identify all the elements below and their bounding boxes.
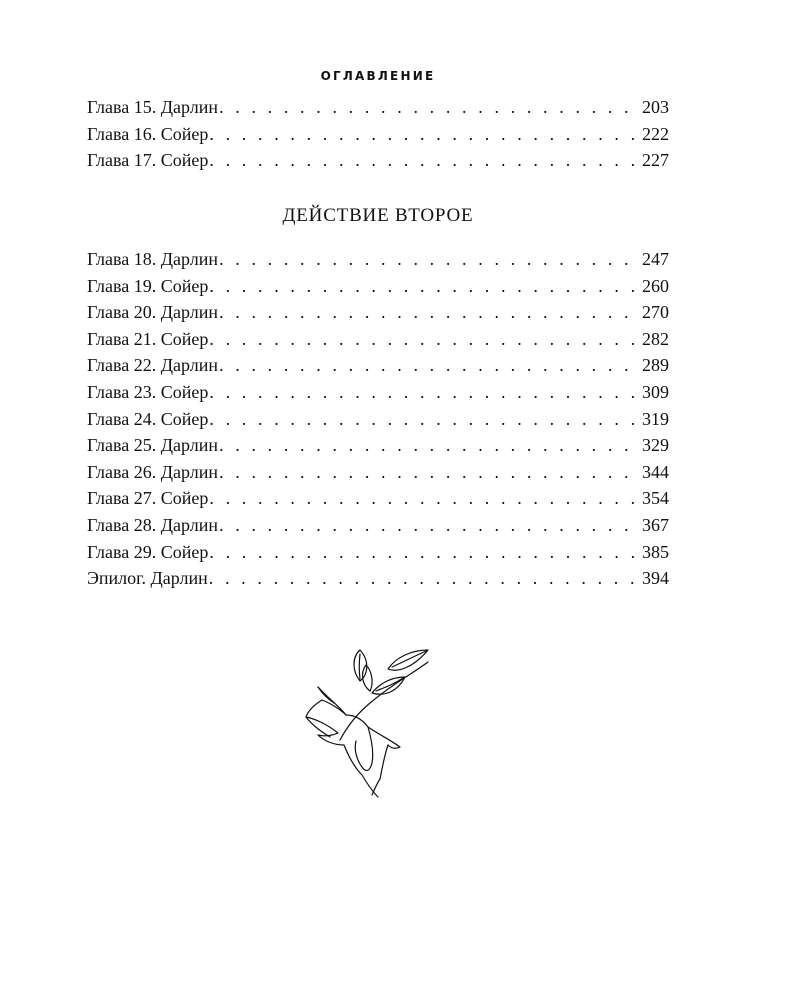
toc-entry-page: 329 — [642, 435, 669, 456]
toc-entry-page: 344 — [642, 461, 669, 482]
dot-leader — [209, 121, 639, 148]
toc-entry-page: 247 — [642, 249, 669, 269]
toc-entry[interactable] — [87, 485, 669, 512]
dot-leader — [209, 565, 639, 592]
toc-entry-title: Глава 23. Сойер — [87, 381, 209, 402]
toc-entry-page: 227 — [642, 150, 669, 171]
dot-leader — [219, 94, 639, 121]
toc-entry[interactable] — [87, 273, 669, 300]
toc-entry[interactable] — [87, 379, 669, 406]
toc-entry-title: Глава 27. Сойер — [87, 488, 209, 509]
toc-entry[interactable] — [87, 565, 669, 592]
toc-entry[interactable] — [87, 459, 669, 486]
toc-entry-page: 354 — [642, 488, 669, 509]
dot-leader — [219, 299, 639, 326]
toc-entry[interactable] — [87, 432, 669, 459]
toc-list — [87, 246, 669, 592]
dot-leader — [209, 147, 639, 174]
toc-list — [87, 94, 669, 174]
toc-entry-title: Глава 15. Дарлин — [87, 97, 219, 117]
toc-entry-page: 394 — [642, 568, 669, 589]
toc-entry[interactable] — [87, 299, 669, 326]
toc-entry[interactable] — [87, 121, 669, 148]
toc-entry[interactable] — [87, 512, 669, 539]
dot-leader — [209, 273, 639, 300]
toc-entry-page: 309 — [642, 381, 669, 402]
dot-leader — [209, 539, 639, 566]
toc-entry-title: Эпилог. Дарлин — [87, 568, 208, 589]
dot-leader — [219, 352, 639, 379]
toc-entry-page: 282 — [642, 328, 669, 349]
toc-entry[interactable] — [87, 326, 669, 353]
toc-entry-title: Глава 19. Сойер — [87, 275, 209, 296]
toc-entry-page: 222 — [642, 123, 669, 144]
toc-entry-title: Глава 20. Дарлин — [87, 302, 219, 323]
dot-leader — [209, 326, 639, 353]
toc-entry-page: 270 — [642, 302, 669, 323]
toc-entry-title: Глава 17. Сойер — [87, 150, 209, 171]
toc-entry-title: Глава 26. Дарлин — [87, 461, 219, 482]
toc-entry-page: 385 — [642, 541, 669, 562]
dot-leader — [209, 485, 639, 512]
toc-entry-title: Глава 21. Сойер — [87, 328, 209, 349]
dot-leader — [209, 379, 639, 406]
toc-entry-page: 203 — [642, 97, 669, 117]
running-head: ОГЛАВЛЕНИЕ — [320, 69, 436, 83]
toc-entry-title: Глава 28. Дарлин — [87, 514, 219, 535]
dot-leader — [219, 246, 639, 273]
dot-leader — [219, 512, 639, 539]
toc-entry-page: 260 — [642, 275, 669, 296]
toc-entry-page: 319 — [642, 408, 669, 429]
toc-entry[interactable] — [87, 246, 669, 273]
toc-entry[interactable] — [87, 147, 669, 174]
toc-entry-title: Глава 25. Дарлин — [87, 435, 219, 456]
dot-leader — [209, 406, 639, 433]
toc-entry-title: Глава 18. Дарлин — [87, 249, 219, 269]
hand-holding-sprig-icon — [300, 645, 435, 800]
toc-entry[interactable] — [87, 94, 669, 121]
toc-entry[interactable] — [87, 406, 669, 433]
toc-entry-title: Глава 16. Сойер — [87, 123, 209, 144]
toc-entry[interactable] — [87, 539, 669, 566]
toc-entry-title: Глава 24. Сойер — [87, 408, 209, 429]
toc-entry-title: Глава 22. Дарлин — [87, 355, 219, 376]
toc-entry[interactable] — [87, 352, 669, 379]
toc-entry-page: 289 — [642, 355, 669, 376]
part-heading: ДЕЙСТВИЕ ВТОРОЕ — [282, 205, 474, 226]
dot-leader — [219, 432, 639, 459]
dot-leader — [219, 459, 639, 486]
toc-entry-title: Глава 29. Сойер — [87, 541, 209, 562]
toc-entry-page: 367 — [642, 514, 669, 535]
